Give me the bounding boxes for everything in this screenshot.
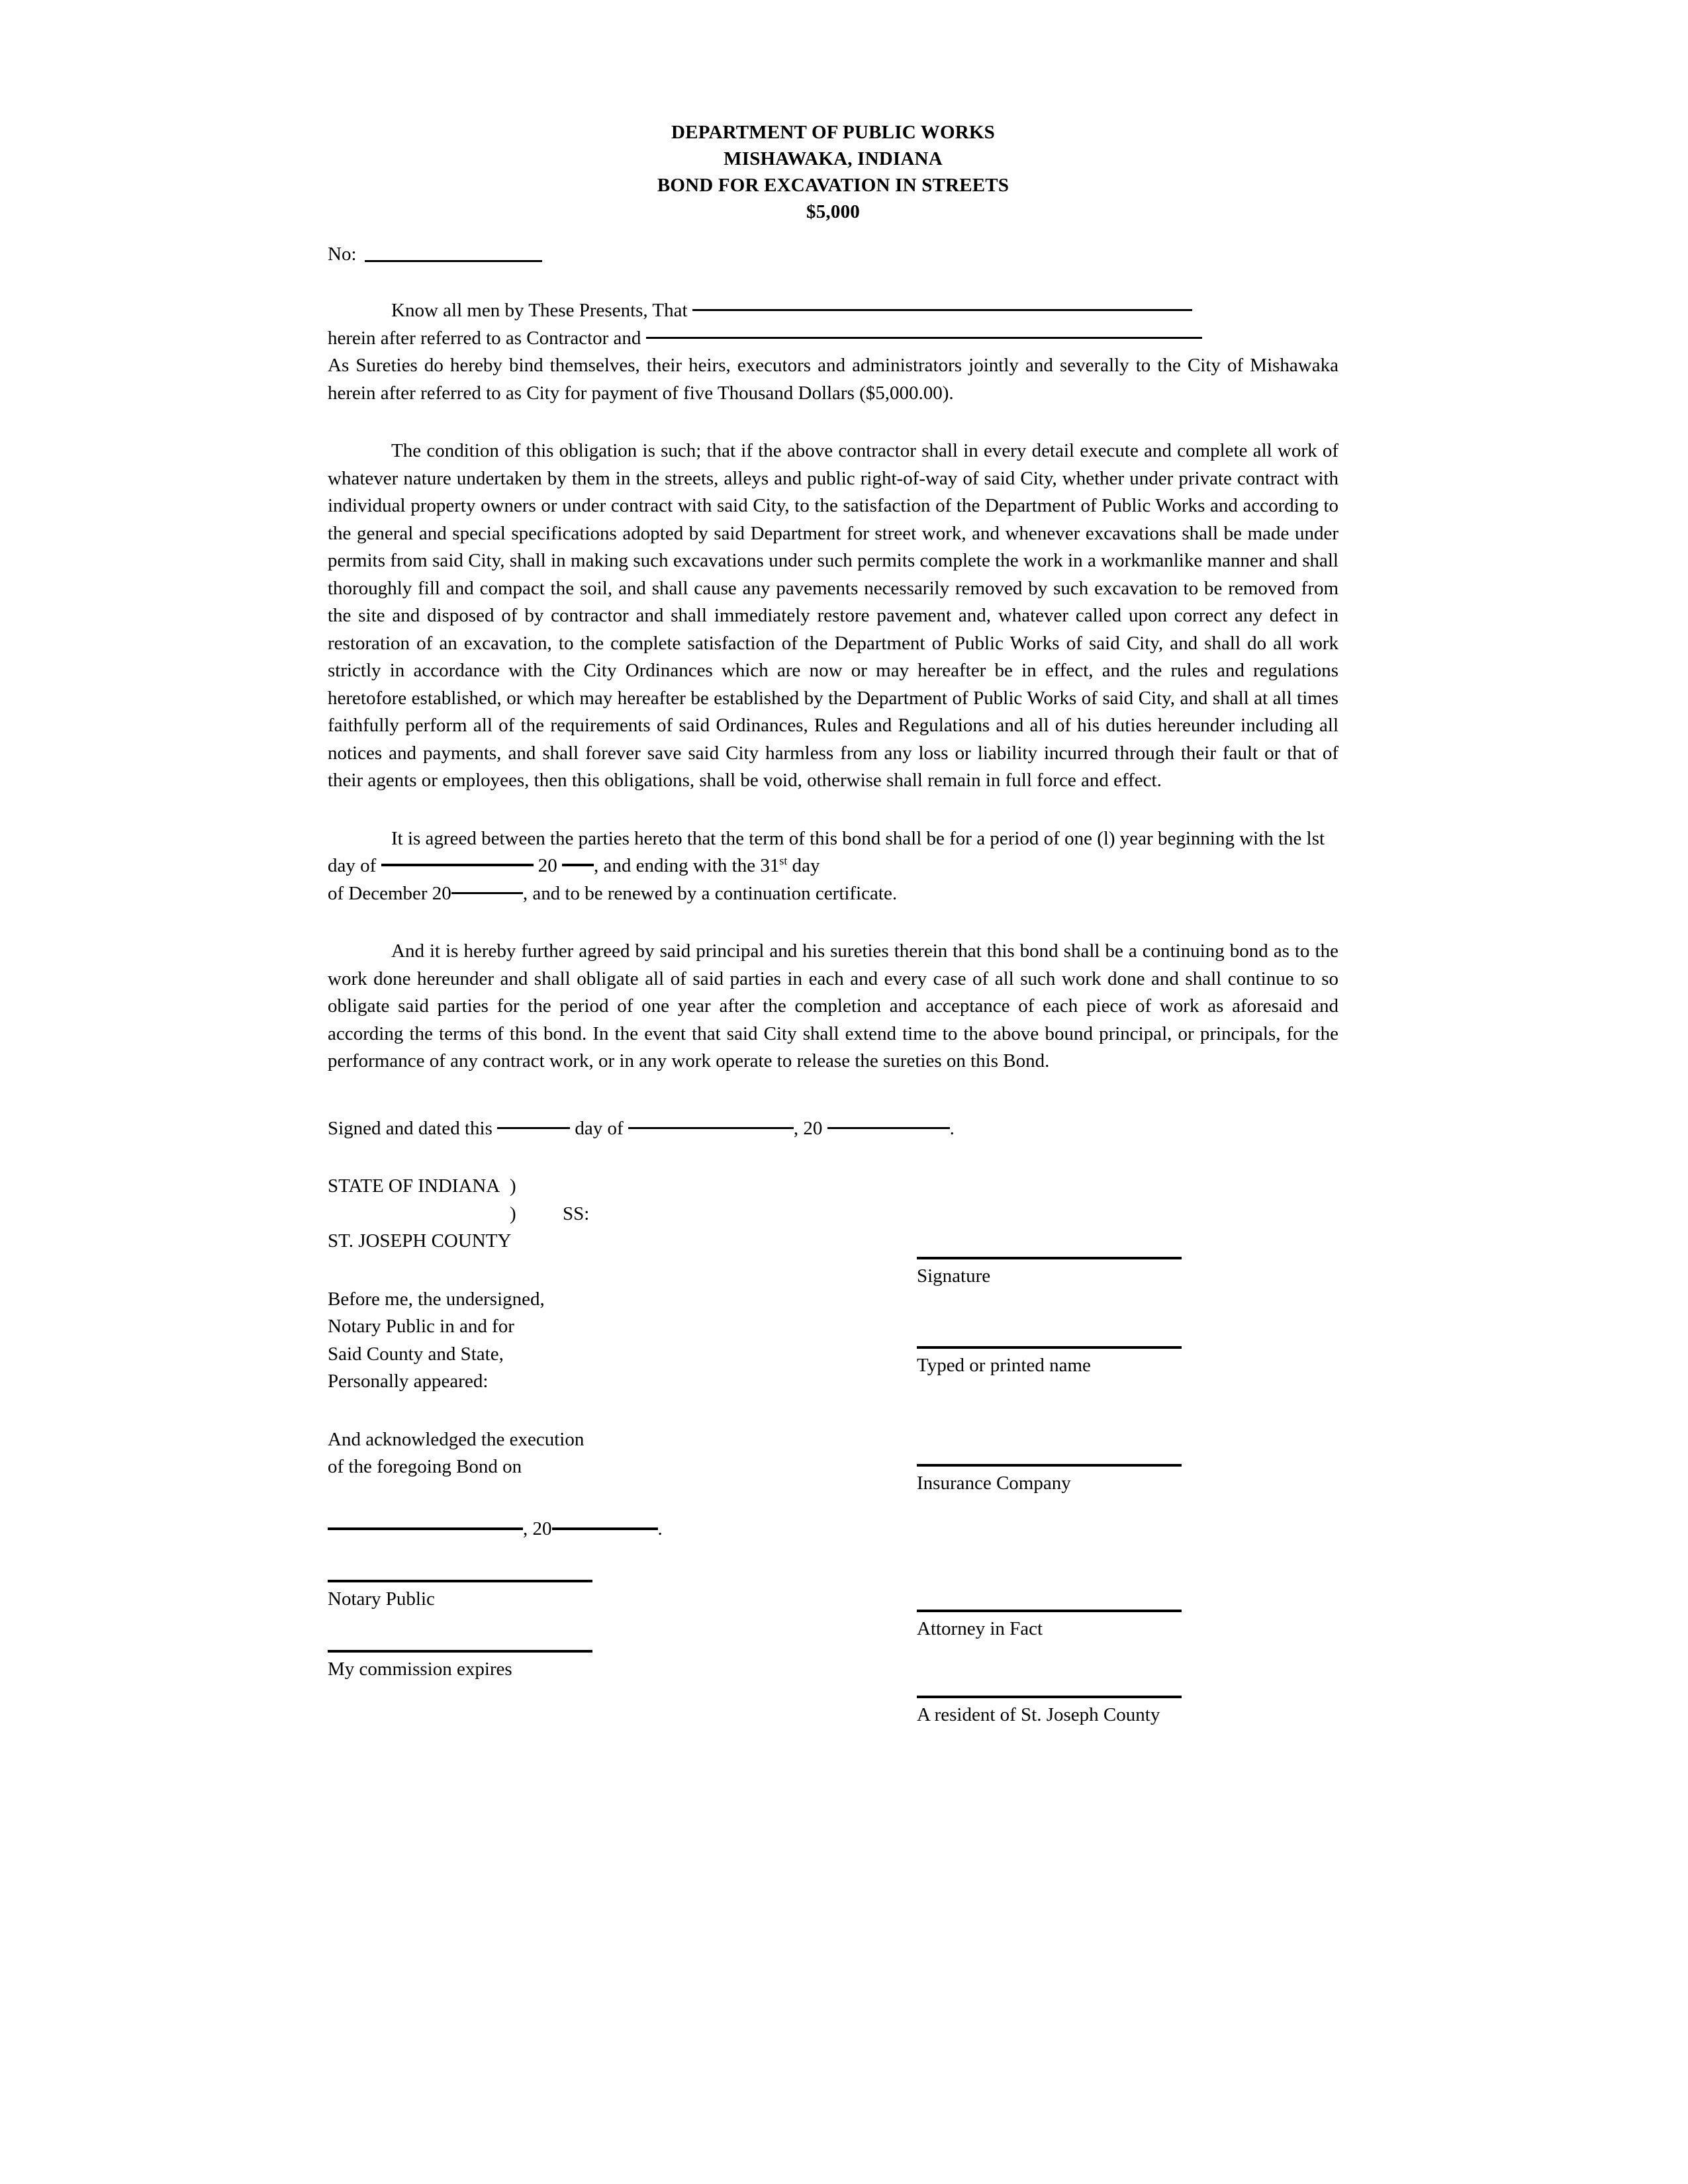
attorney-in-fact-caption: Attorney in Fact	[917, 1618, 1043, 1639]
insurance-company-field-group	[917, 1464, 1182, 1494]
signed-month-input[interactable]	[628, 1127, 794, 1129]
bond-number-row	[328, 242, 1338, 267]
signature-caption: Signature	[917, 1265, 991, 1287]
ordinal-suffix: st	[779, 854, 788, 868]
resident-caption: A resident of St. Joseph County	[917, 1704, 1160, 1725]
recital-continuation-paragraph: As Sureties do hereby bind themselves, their heirs, executors and administrators jointly and severally to the City of Mishawaka herein after referred to as City for payment of five Thousand Dollars ($5,000.00).	[328, 355, 1338, 404]
term-december-row	[328, 880, 1338, 908]
signed-period: .	[949, 1117, 955, 1139]
spacer	[328, 1396, 698, 1426]
notary-signature-block	[328, 1173, 1338, 1725]
spacer	[328, 407, 1338, 437]
signed-dated-label: Signed and dated this	[328, 1117, 492, 1139]
bond-number-label: No:	[328, 244, 357, 265]
typed-name-field-group	[917, 1346, 1182, 1377]
county-row: ST. JOSEPH COUNTY	[328, 1230, 512, 1251]
acknowledged-date-row	[328, 1516, 698, 1543]
header-line-department: DEPARTMENT OF PUBLIC WORKS	[671, 122, 995, 143]
acknowledged-period: .	[657, 1518, 663, 1539]
acknowledged-line-1: And acknowledged the execution	[328, 1428, 585, 1450]
document-content	[328, 119, 1338, 1725]
state-paren: )	[510, 1175, 516, 1197]
signed-day-of-label: day of	[575, 1117, 624, 1139]
before-me-line-1: Before me, the undersigned,	[328, 1288, 545, 1310]
bond-number-input[interactable]	[365, 260, 542, 262]
ss-row	[328, 1201, 698, 1228]
typed-name-caption: Typed or printed name	[917, 1355, 1091, 1376]
spacer	[328, 795, 1338, 825]
before-me-line-2: Notary Public in and for	[328, 1316, 514, 1337]
ss-spacer	[328, 1201, 510, 1228]
resident-field-group	[917, 1696, 1182, 1726]
term-paragraph-intro: It is agreed between the parties hereto that the term of this bond shall be for a period of one (l) year beginning with the lst day of 20 , and ending with the 31st day	[328, 827, 1325, 876]
commission-expires-caption: My commission expires	[328, 1659, 512, 1680]
recital-contractor-row	[328, 325, 1338, 353]
before-me-line-3: Said County and State,	[328, 1343, 504, 1365]
attorney-in-fact-field-group	[917, 1610, 1182, 1640]
document-header	[328, 119, 1338, 225]
signed-and-dated-row	[328, 1115, 1338, 1143]
contractor-name-input[interactable]	[692, 309, 1192, 311]
december-year-input[interactable]	[451, 892, 523, 894]
header-line-amount: $5,000	[806, 201, 860, 222]
header-line-bond-type: BOND FOR EXCAVATION IN STREETS	[657, 175, 1009, 196]
county-paren: )	[510, 1203, 516, 1224]
spacer	[328, 1075, 1338, 1115]
spacer	[328, 1610, 698, 1650]
continuing-bond-paragraph: And it is hereby further agreed by said principal and his sureties therein that this bond shall be a continuing bond as to the work done hereunder and shall obligate all of said parties in each and every case of all such work done and shall continue to so obligate said parties for the period of one year after the completion and acceptance of each piece of work as aforesaid and according the terms of this bond. In the event that said City shall extend time to the above bound principal, or principals, for the performance of any contract work, or in any work operate to release the sureties on this Bond.	[328, 940, 1338, 1071]
signed-year-input[interactable]	[827, 1127, 950, 1129]
acknowledged-year-input[interactable]	[552, 1527, 658, 1530]
term-renewal-text: , and to be renewed by a continuation certificate.	[522, 882, 898, 904]
spacer	[328, 1543, 698, 1580]
acknowledged-year-prefix: , 20	[523, 1518, 552, 1539]
spacer	[328, 267, 1338, 297]
signature-field-group	[917, 1257, 1182, 1287]
ss-label: SS:	[563, 1203, 590, 1224]
acknowledged-date-input[interactable]	[328, 1527, 523, 1530]
recital-lead-row	[328, 297, 1338, 325]
recital-lead-text: Know all men by These Presents, That	[391, 300, 688, 321]
condition-paragraph: The condition of this obligation is such; that if the above contractor shall in every detail execute and complete all work of whatever nature undertaken by them in the streets, alleys and public right-of-way of said City, whether under private contract with individual property owners or under contract with said City, to the satisfaction of the Department of Public Works and according to the general and special specifications adopted by said Department for street work, and whenever excavations shall be made under permits from said City, shall in making such excavations under such permits complete the work in a workmanlike manner and shall thoroughly fill and compact the soil, and shall cause any pavements necessarily removed by such excavation to be removed from the site and disposed of by contractor and shall immediately restore pavement and, whatever called upon correct any defect in restoration of an excavation, to the complete satisfaction of the Department of Public Works of said City, and shall do all work strictly in accordance with the City Ordinances which are now or may hereafter be in effect, and the rules and regulations heretofore established, or which may hereafter be established by the Department of Public Works of said City, and shall at all times faithfully perform all of the requirements of said Ordinances, Rules and Regulations and all of his duties hereunder including all notices and payments, and shall forever save said City harmless from any loss or liability incurred through their fault or that of their agents or employees, then this obligations, shall be void, otherwise shall remain in full force and effect.	[328, 440, 1338, 791]
acknowledged-line-2: of the foregoing Bond on	[328, 1456, 522, 1477]
term-year-input[interactable]	[562, 864, 594, 866]
signed-year-prefix: , 20	[793, 1117, 823, 1139]
insurance-company-caption: Insurance Company	[917, 1473, 1071, 1494]
spacer	[328, 1142, 1338, 1173]
surety-name-input[interactable]	[646, 337, 1202, 339]
state-label: STATE OF INDIANA	[328, 1175, 500, 1197]
header-line-city: MISHAWAKA, INDIANA	[724, 148, 943, 169]
term-month-input[interactable]	[381, 864, 534, 866]
before-me-line-4: Personally appeared:	[328, 1371, 489, 1392]
notary-public-caption: Notary Public	[328, 1588, 435, 1610]
term-december-label: of December 20	[328, 882, 451, 904]
notary-left-column	[328, 1173, 698, 1680]
spacer	[328, 1255, 698, 1286]
spacer	[328, 1481, 698, 1516]
signed-day-input[interactable]	[497, 1127, 570, 1129]
contractor-reference-label: herein after referred to as Contractor and	[328, 327, 641, 349]
state-of-indiana-row	[328, 1173, 698, 1201]
spacer	[328, 907, 1338, 938]
